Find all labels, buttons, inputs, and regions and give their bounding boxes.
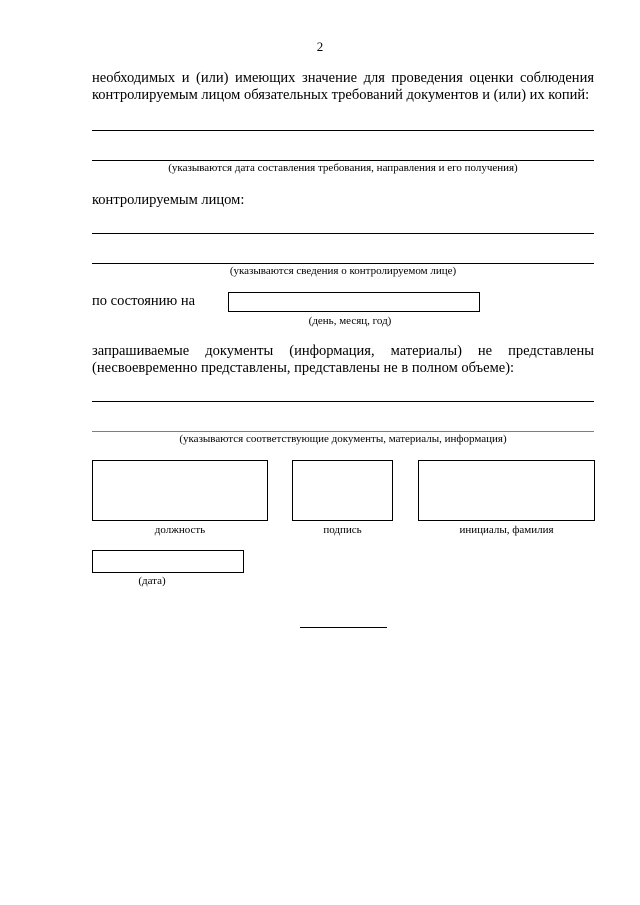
caption-date: (дата) <box>138 575 166 587</box>
caption-name: инициалы, фамилия <box>459 524 554 536</box>
caption-position: должность <box>154 524 206 536</box>
fill-line-controlled-2[interactable] <box>92 263 594 264</box>
signature-box[interactable] <box>292 460 393 521</box>
fill-line-request-1[interactable] <box>92 130 594 131</box>
date-box[interactable] <box>92 550 244 573</box>
not-provided-paragraph <box>92 343 594 377</box>
not-provided-line-1: запрашиваемые документы (информация, материалы) не представлены <box>92 343 594 359</box>
fill-line-controlled-1[interactable] <box>92 233 594 234</box>
name-box[interactable] <box>418 460 595 521</box>
caption-date-format: (день, месяц, год) <box>308 315 392 327</box>
fill-line-request-2[interactable] <box>92 160 594 161</box>
not-provided-line-2: (несвоевременно представлены, представлены не в полном объеме): <box>92 360 515 376</box>
page-number: 2 <box>316 39 324 54</box>
fill-line-documents-2[interactable] <box>92 431 594 432</box>
intro-line-2: контролируемым лицом обязательных требований документов и (или) их копий: <box>92 87 590 103</box>
caption-controlled-person: (указываются сведения о контролируемом лице) <box>229 265 457 277</box>
controlled-person-label: контролируемым лицом: <box>92 192 245 208</box>
intro-line-1: необходимых и (или) имеющих значение для проведения оценки соблюдения <box>92 70 594 86</box>
caption-request-dates: (указываются дата составления требования, направления и его получения) <box>168 162 518 174</box>
caption-signature: подпись <box>323 524 362 536</box>
as-of-date-field[interactable] <box>228 292 480 312</box>
caption-documents: (указываются соответствующие документы, материалы, информация) <box>179 433 507 445</box>
position-box[interactable] <box>92 460 268 521</box>
footer-rule <box>300 627 387 628</box>
intro-paragraph <box>92 70 594 104</box>
fill-line-documents-1[interactable] <box>92 401 594 402</box>
as-of-label: по состоянию на <box>92 293 196 309</box>
